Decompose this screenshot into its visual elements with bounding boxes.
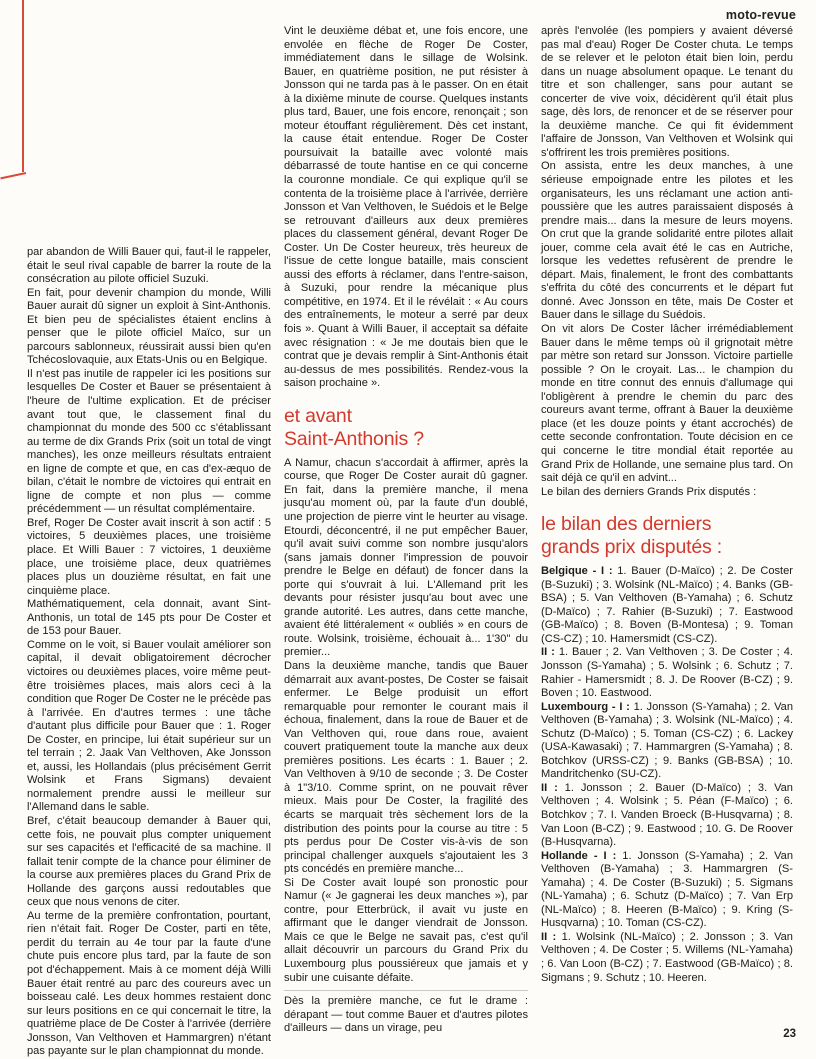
article-column-1 <box>27 246 271 1058</box>
result-entry <box>541 565 793 646</box>
result-label: Belgique - I : <box>541 565 613 578</box>
running-head: moto-revue <box>725 8 796 22</box>
paragraph: Comme on le voit, si Bauer voulait améliorer son capital, il devait obligatoirement décrocher victoires ou deuxièmes places, voire même peut-être troisièmes places, mais alors ceci à la condition que Roger De Coster ne le précède pas à l'arrivée. En d'autres termes : une tâche d'autant plus difficile pour Bauer que : 1. Roger De Coster, en principe, lui était supérieur sur un tel terrain ; 2. Jaak Van Velthoven, Ake Jonsson et, aussi, les Hollandais (plus précisément Gerrit Wolsink et Frans Sigmans) devaient normalement prendre aussi le meilleur sur l'Allemand dans le sable. <box>27 638 271 814</box>
result-text: 1. Bauer (D-Maïco) ; 2. De Coster (B-Suzuki) ; 3. Wolsink (NL-Maïco) ; 4. Banks (GB-BSA) ; 5. Van Velthoven (B-Yamaha) ; 6. Schutz (D-Maïco) ; 7. Rahier (B-Suzuki) ; 7. Eastwood (GB-Maïco) ; 8. Boven (B-Montesa) ; 9. Toman (CS-CZ) ; 10. Hamersmidt (CS-CZ). <box>541 565 793 645</box>
result-entry <box>541 782 793 850</box>
result-label: II : <box>541 930 557 943</box>
result-label: II : <box>541 781 558 794</box>
results-list <box>541 565 793 985</box>
paragraph: On assista, entre les deux manches, à une sérieuse empoignade entre les pilotes et les organisateurs, les uns réclamant une action anti-poussière que les autres paraissaient disposés à prendre mais... dans la mesure de leurs moyens. On crut que la grande solidarité entre pilotes allait jouer, comme cela avait été le cas en Autriche, lorsque les vedettes refusèrent de prendre le départ. Mais, finalement, le front des combattants s'effrita du côté des concurrents et le départ fut donné. Avec Jonsson en tête, mais De Coster et Bauer dans le sillage du Suédois. <box>541 160 793 322</box>
paragraph: Bref, c'était beaucoup demander à Bauer qui, cette fois, ne pouvait plus compter uniquement sur ses capacités et l'efficacité de sa machine. Il fallait tenir compte de la chance pour éliminer de la course aux premières places du Grand Prix de Hollande des garçons aussi redoutables que ceux que nous venons de citer. <box>27 814 271 909</box>
paragraph: Dès la première manche, ce fut le drame : dérapant — tout comme Bauer et d'autres pilotes d'ailleurs — dans un virage, peu <box>284 995 528 1035</box>
paragraph: Le bilan des derniers Grands Prix disputés : <box>541 485 757 498</box>
section-heading-line: le bilan des derniers <box>541 513 712 536</box>
decorative-red-line-diagonal <box>0 172 26 179</box>
article-column-3 <box>541 25 793 1020</box>
paragraph: Dans la deuxième manche, tandis que Bauer démarrait aux avant-postes, De Coster se faisait enfermer. Le Belge produisit un effort remarquable pour remonter le courant mais il échoua, finalement, dans la roue de Bauer et de Van Velthoven qui, roue dans roue, avaient couvert pratiquement toute la manche aux deux premières positions. Les écarts : 1. Bauer ; 2. Van Velthoven à 9/10 de seconde ; 3. De Coster à 1"3/10. Comme sprint, on ne pouvait rêver mieux. Mais pour De Coster, la fragilité des écarts se marquait très sèchement lors de la distribution des points pour la course au titre : 5 pts perdus pour De Coster vis-à-vis de son principal challenger auxquels s'ajoutaient les 3 pts concédés en première manche... <box>284 659 528 876</box>
result-text: 1. Jonsson (S-Yamaha) ; 2. Van Velthoven (B-Yamaha) ; 3. Hammargren (S-Yamaha) ; 4. De Coster (B-Suzuki) ; 5. Sigmans (NL-Yamaha) ; 6. Schutz (D-Maïco) ; 7. Van Erp (NL-Maïco) ; 8. Heeren (B-Maïco) ; 9. Kring (S-Husqvarna) ; 10. Toman (CS-CZ). <box>541 849 794 930</box>
result-text: 1. Jonsson (S-Yamaha) ; 2. Van Velthoven (B-Yamaha) ; 3. Wolsink (NL-Maïco) ; 4. Schutz (D-Maïco) ; 5. Toman (CS-CZ) ; 6. Lackey (USA-Kawasaki) ; 7. Hammargren (S-Yamaha) ; 8. Botchkov (URSS-CZ) ; 9. Banks (GB-BSA) ; 10. Mandritchenko (SU-CZ). <box>541 700 794 781</box>
paragraph: par abandon de Willi Bauer qui, faut-il le rappeler, était le seul rival capable de barrer la route de la consécration au pilote officiel Suzuki. <box>27 246 271 286</box>
result-entry <box>541 850 793 931</box>
result-entry <box>541 646 793 700</box>
result-entry <box>541 701 793 782</box>
result-label: Luxembourg - I : <box>541 700 630 713</box>
decorative-red-line <box>22 0 24 172</box>
paragraph: Vint le deuxième débat et, une fois encore, une envolée en flèche de Roger De Coster, immédiatement dans le sillage de Wolsink. Bauer, en quatrième position, ne put résister à Jonsson qui ne tarda pas à le passer. On en était à la dixième minute de course. Quelques instants plus tard, Bauer, une fois encore, renonçait ; son moteur étouffant régulièrement. Dès cet instant, la cause était entendue. Roger De Coster poursuivait la bataille avec volonté mais débarrassé de toute hantise en ce qui concerne la couronne mondiale. Ce qui explique qu'il se contenta de la troisième place à l'arrivée, derrière Jonsson et Van Velthoven, le Suédois et le Belge se retrouvant d'ailleurs aux deux premières places du classement général, devant Roger De Coster. Un De Coster heureux, très heureux de l'issue de cette longue bataille, mais conscient aussi des efforts à réclamer, dans l'entre-saison, à Suzuki, pour rendre la mécanique plus compétitive, en 1974. Et il le révélait : « Au cours des entraînements, le moteur a serré par deux fois ». Quant à Willi Bauer, il acceptait sa défaite avec résignation : « Je me doutais bien que le contrat que je devais remplir à Sint-Anthonis était au-dessus de mes possibilités. Rendez-vous la saison prochaine ». <box>284 25 528 390</box>
paragraph: En fait, pour devenir champion du monde, Willi Bauer aurait dû signer un exploit à Sint-Anthonis. Et bien peu de spécialistes étaient enclins à penser que le pilote officiel Maïco, sur un parcours sablonneux, réussirait aussi bien qu'en Tchécoslovaquie, aux Etats-Unis ou en Belgique. <box>27 286 271 367</box>
section-heading-saint-anthonis <box>284 405 528 451</box>
paragraph: A Namur, chacun s'accordait à affirmer, après la course, que Roger De Coster aurait dû gagner. En fait, dans la première manche, il mena jusqu'au moment où, par la faute d'un doublé, une projection de pierre vint le heurter au visage. Etourdi, déconcentré, il ne put empêcher Bauer, qu'il avait suivi comme son nombre jusqu'alors (sans jamais donner l'impression de pouvoir prendre le Belge en défaut) de foncer dans la porte qui s'ouvrait à lui. L'Allemand prit les devants pour résister jusqu'au bout avec une grande autorité. Les autres, dans cette manche, avaient été littéralement « oubliés » en cours de route. Wolsink, troisième, échouait à... 1'30" du premier... <box>284 456 528 659</box>
section-heading-bilan <box>541 513 793 559</box>
result-entry <box>541 931 793 985</box>
section-heading-line: grands prix disputés : <box>541 536 722 559</box>
divider <box>284 990 528 991</box>
paragraph: Bref, Roger De Coster avait inscrit à son actif : 5 victoires, 5 deuxièmes places, une troisième place. Et Willi Bauer : 7 victoires, 1 deuxième place, une troisième place, deux quatrièmes places plus un douzième résultat, en fait une cinquième place. <box>27 516 271 597</box>
result-text: 1. Bauer ; 2. Van Velthoven ; 3. De Coster ; 4. Jonsson (S-Yamaha) ; 5. Wolsink ; 6. Schutz ; 7. Rahier - Hamersmidt ; 8. J. De Roover (B-CZ) ; 9. Boven ; 10. Eastwood. <box>541 646 793 700</box>
section-heading-line: et avant <box>284 404 352 427</box>
paragraph: On vit alors De Coster lâcher irrémédiablement Bauer dans le même temps où il grignotait mètre par mètre son retard sur Jonsson. Victoire partielle possible ? On le croyait. Las... le champion du monde en titre connut des ennuis d'allumage qui l'obligèrent à prendre le chemin du parc des coureurs avant terme, offrant à Bauer la deuxième place (et les douze points y étant accrochés) de cette seconde confrontation. Toute décision en ce qui concerne le titre mondial était reportée au Grand Prix de Hollande, une semaine plus tard. On sait déjà ce qu'il en advint... <box>541 323 793 485</box>
paragraph: Si De Coster avait loupé son pronostic pour Namur (« Je gagnerai les deux manches »), par contre, pour Etterbrück, il avait vu juste en affirmant que le danger viendrait de Jonsson. Mais ce que le Belge ne savait pas, c'est qu'il allait découvrir un parcours du Grand Prix du Luxembourg plus poussiéreux que jamais et y subir une cuisante défaite. <box>284 876 528 984</box>
result-text: 1. Jonsson ; 2. Bauer (D-Maïco) ; 3. Van Velthoven ; 4. Wolsink ; 5. Péan (F-Maïco) ; 6. Botchkov ; 7. I. Vanden Broeck (B-Husqvarna) ; 8. Van Loon (B-CZ) ; 9. Eastwood ; 10. G. De Roover (B-Husqvarna). <box>541 781 793 849</box>
paragraph: Mathématiquement, cela donnait, avant Sint-Anthonis, un total de 145 pts pour De Coster et de 153 pour Bauer. <box>27 598 271 638</box>
page-number: 23 <box>783 1028 796 1040</box>
paragraph: Au terme de la première confrontation, pourtant, rien n'était fait. Roger De Coster, parti en tête, perdit du terrain au 4e tour par la faute d'une chute puis encore plus tard, par la faute de son pot d'échappement. Mais à ce moment déjà Willi Bauer était rentré au parc des coureurs avec un boisseau calé. Les deux hommes restaient donc sur leurs positions en ce qui concernait le titre, la quatrième place de De Coster à l'arrivée (derrière Jonsson, Van Velthoven et Hammargren) n'étant pas payante sur le plan championnat du monde. <box>27 909 271 1058</box>
paragraph: Il n'est pas inutile de rappeler ici les positions sur lesquelles De Coster et Bauer se présentaient à l'heure de l'ultime explication. Et de préciser avant tout que, le classement final du championnat du monde des 500 cc s'établissant au terme de dix Grands Prix (soit un total de vingt manches), les onze meilleurs résultats entraient en ligne de compte et que, en cas d'ex-æquo de bilan, c'était le nombre de victoires qui entrait en ligne de compte et non plus — comme précédemment — un résultat complémentaire. <box>27 367 271 516</box>
result-label: Hollande - I : <box>541 849 617 862</box>
paragraph: après l'envolée (les pompiers y avaient déversé pas mal d'eau) Roger De Coster chuta. Le temps de se relever et le peloton était bien loin, perdu dans un nuage absolument opaque. Le tenant du titre et son challenger, sans pour autant se concerter de vive voix, décidèrent qu'il était plus sage, dès lors, de renoncer et de se réserver pour la deuxième manche. Ce qui fit évidemment l'affaire de Jonsson, Van Velthoven et Wolsink qui s'offrirent les trois premières positions. <box>541 25 793 159</box>
article-column-2 <box>284 25 528 1036</box>
result-label: II : <box>541 646 555 659</box>
section-heading-line: Saint-Anthonis ? <box>284 427 424 450</box>
result-text: 1. Wolsink (NL-Maïco) ; 2. Jonsson ; 3. Van Velthoven ; 4. De Coster ; 5. Willems (NL-Yamaha) ; 6. Van Loon (B-CZ) ; 7. Eastwood (GB-Maïco) ; 8. Sigmans ; 9. Schutz ; 10. Heeren. <box>541 930 793 984</box>
